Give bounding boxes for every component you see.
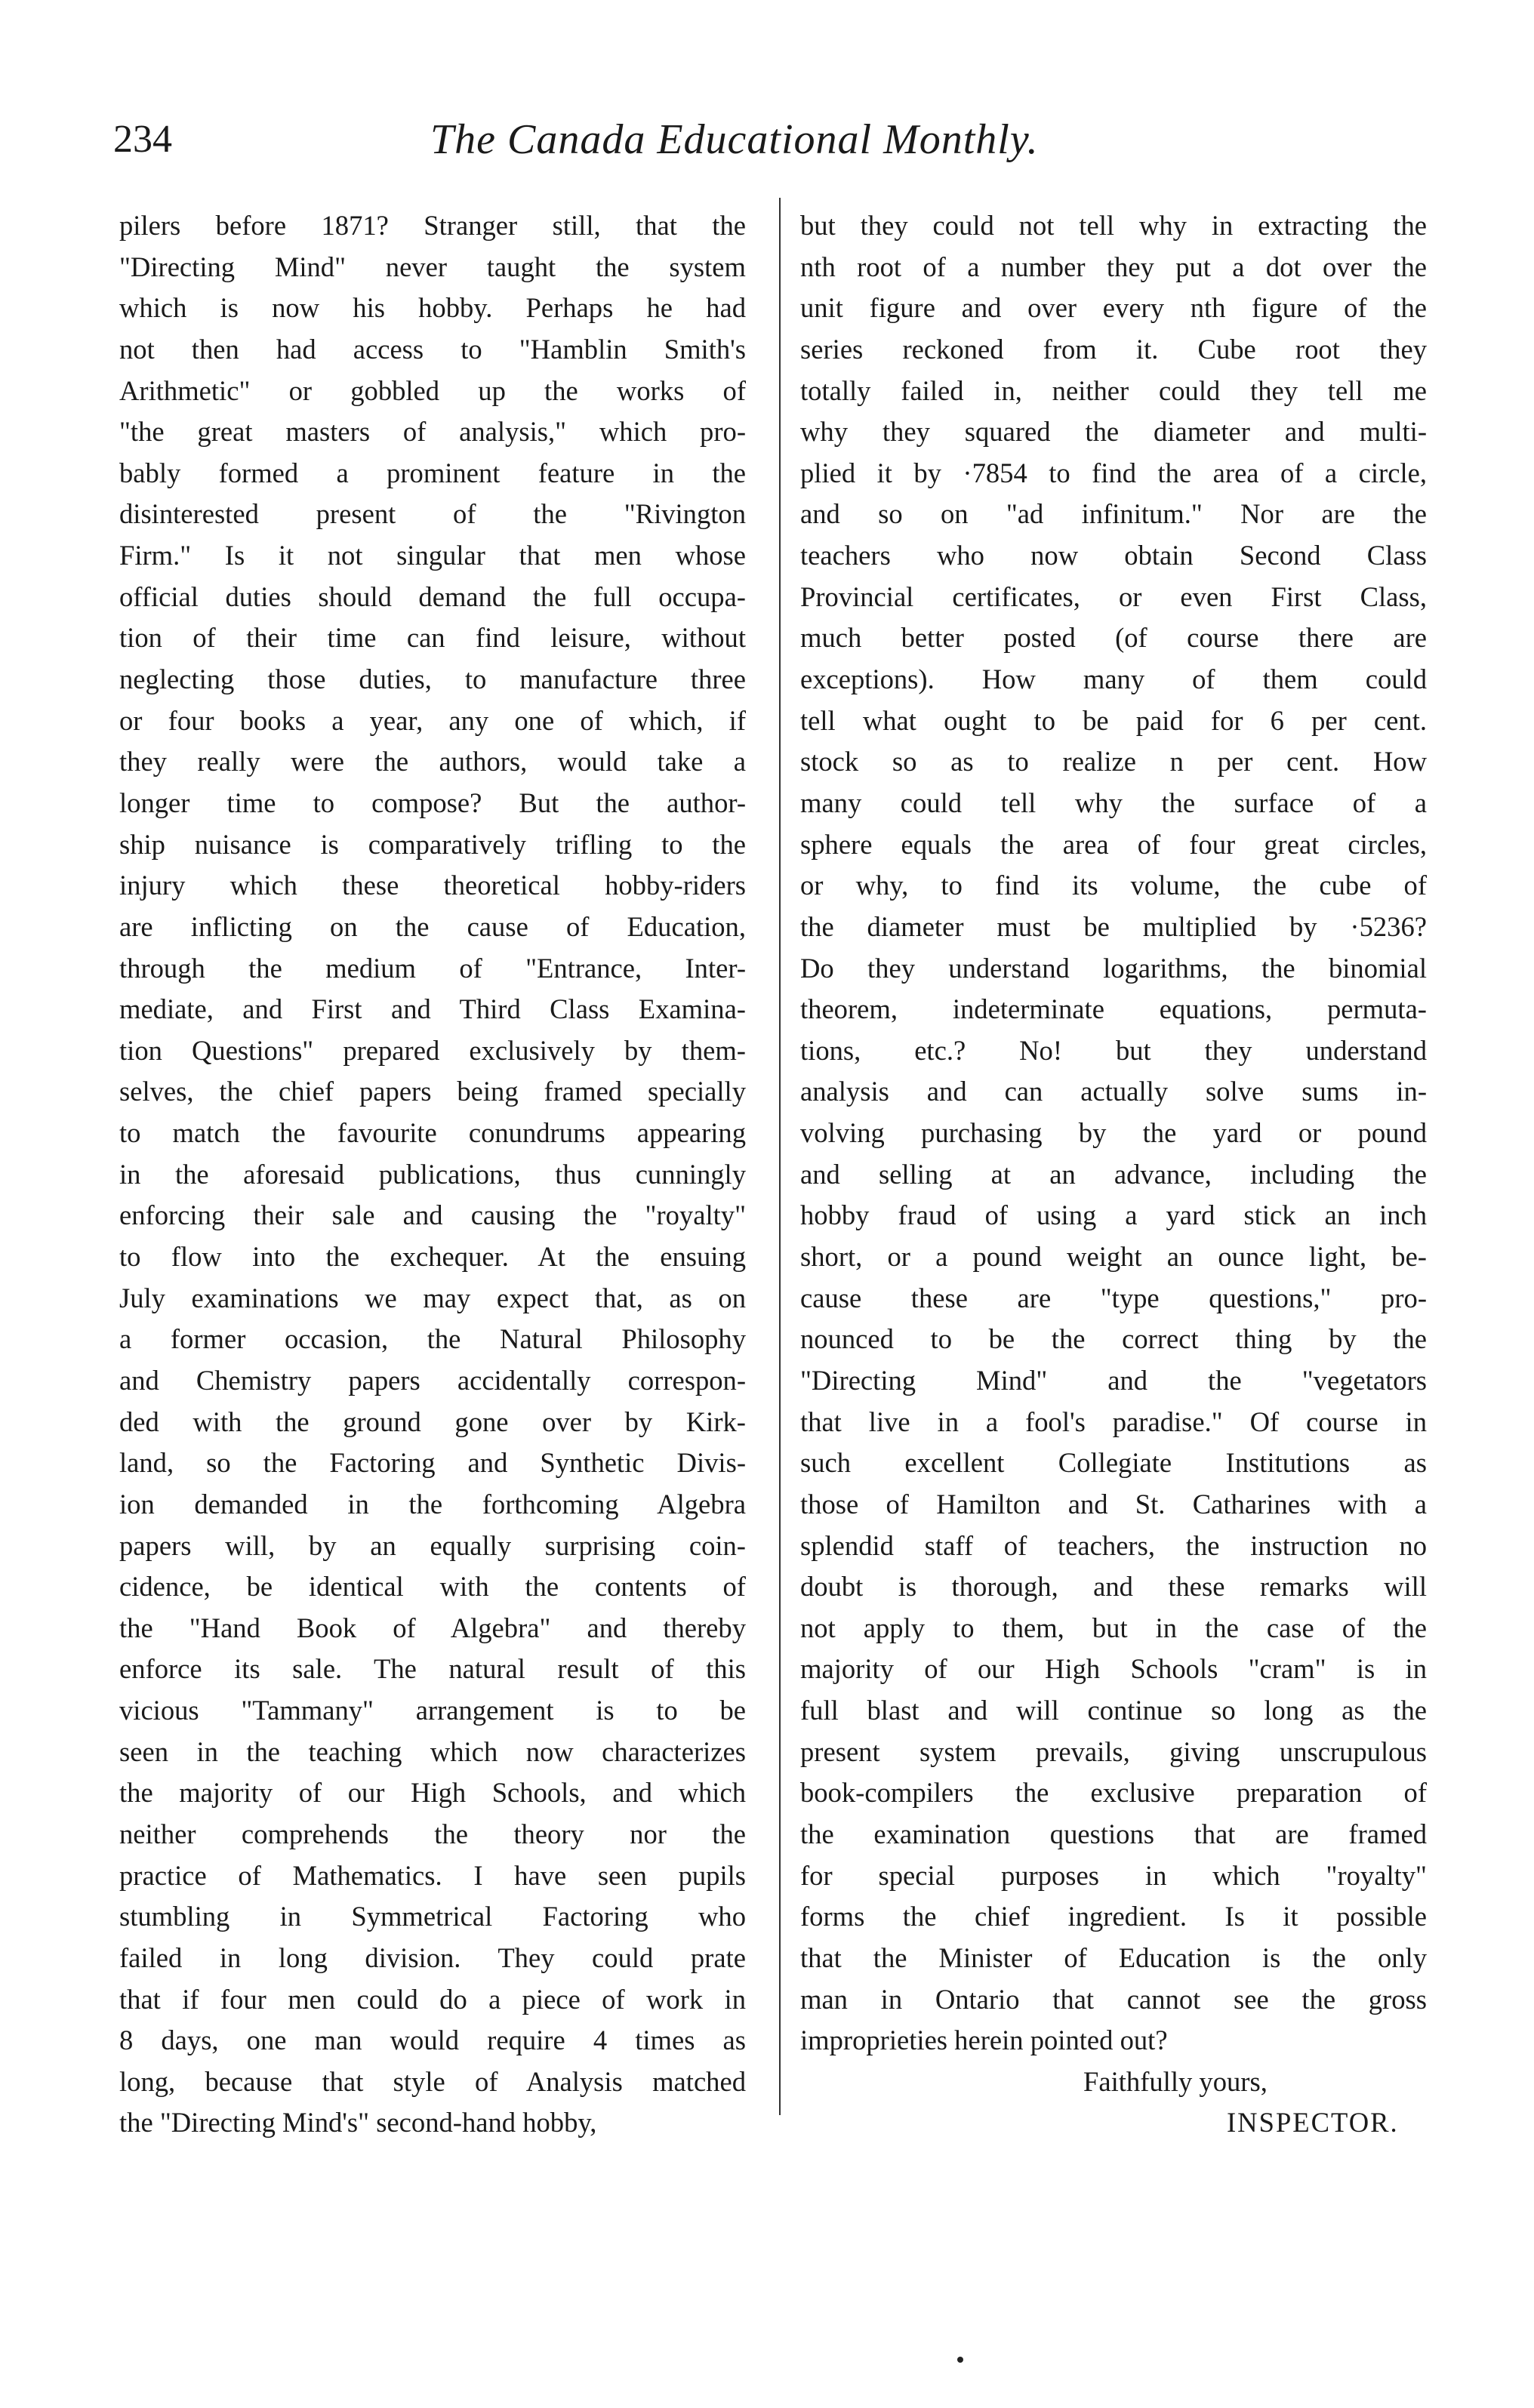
text-line: to flow into the exchequer. At the ensuing xyxy=(119,1241,746,1273)
text-line: long, because that style of Analysis matched xyxy=(119,2065,746,2097)
text-line: tion of their time can find leisure, without xyxy=(119,622,746,654)
text-line: the "Directing Mind's" second-hand hobby, xyxy=(119,2107,597,2139)
text-line: that live in a fool's paradise." Of course in xyxy=(800,1406,1427,1437)
text-line: that the Minister of Education is the only xyxy=(800,1941,1427,1973)
text-line: enforce its sale. The natural result of this xyxy=(119,1653,746,1685)
column-divider xyxy=(779,198,781,2115)
text-line: neither comprehends the theory nor the xyxy=(119,1818,746,1849)
text-line: ion demanded in the forthcoming Algebra xyxy=(119,1488,746,1520)
text-line: the "Hand Book of Algebra" and thereby xyxy=(119,1612,746,1643)
text-line: official duties should demand the full occupa- xyxy=(119,580,746,612)
text-line: are inflicting on the cause of Education, xyxy=(119,910,746,942)
text-line: pilers before 1871? Stranger still, that the xyxy=(119,210,746,241)
text-line: why they squared the diameter and multi- xyxy=(800,416,1427,448)
text-line: cidence, be identical with the contents of xyxy=(119,1571,746,1603)
text-line: seen in the teaching which now characterizes xyxy=(119,1735,746,1767)
text-line: a former occasion, the Natural Philosophy xyxy=(119,1323,746,1355)
text-line: the majority of our High Schools, and which xyxy=(119,1777,746,1809)
text-line: which is now his hobby. Perhaps he had xyxy=(119,292,746,324)
text-line: or four books a year, any one of which, if xyxy=(119,704,746,736)
text-line: tions, etc.? No! but they understand xyxy=(800,1034,1427,1066)
text-line: nth root of a number they put a dot over the xyxy=(800,251,1427,282)
text-line: present system prevails, giving unscrupulous xyxy=(800,1735,1427,1767)
text-line: totally failed in, neither could they tell me xyxy=(800,374,1427,406)
text-line: many could tell why the surface of a xyxy=(800,787,1427,818)
left-column xyxy=(119,205,746,2144)
text-line: full blast and will continue so long as the xyxy=(800,1695,1427,1726)
text-line: cause these are "type questions," pro- xyxy=(800,1282,1427,1313)
text-line: stock so as to realize n per cent. How xyxy=(800,746,1427,778)
text-line: ded with the ground gone over by Kirk- xyxy=(119,1406,746,1437)
text-line: man in Ontario that cannot see the gross xyxy=(800,1983,1427,2015)
text-line: exceptions). How many of them could xyxy=(800,664,1427,695)
signature: INSPECTOR. xyxy=(1227,2107,1399,2139)
text-line: nounced to be the correct thing by the xyxy=(800,1323,1427,1355)
page-number: 234 xyxy=(113,118,172,161)
text-line: mediate, and First and Third Class Examina- xyxy=(119,993,746,1025)
footer-dot xyxy=(957,2357,963,2363)
text-line: hobby fraud of using a yard stick an inch xyxy=(800,1199,1427,1231)
right-column xyxy=(800,205,1427,2144)
text-line: failed in long division. They could prate xyxy=(119,1941,746,1973)
text-line: selves, the chief papers being framed specially xyxy=(119,1076,746,1107)
text-line: Arithmetic" or gobbled up the works of xyxy=(119,374,746,406)
text-line: Do they understand logarithms, the binomial xyxy=(800,952,1427,984)
text-line: bably formed a prominent feature in the xyxy=(119,457,746,488)
text-line: longer time to compose? But the author- xyxy=(119,787,746,818)
text-line: in the aforesaid publications, thus cunningly xyxy=(119,1158,746,1190)
page-header xyxy=(113,113,1412,181)
text-line: "Directing Mind" never taught the system xyxy=(119,251,746,282)
text-line: such excellent Collegiate Institutions as xyxy=(800,1447,1427,1479)
text-line: the examination questions that are framed xyxy=(800,1818,1427,1849)
text-line: and selling at an advance, including the xyxy=(800,1158,1427,1190)
text-line: and so on "ad infinitum." Nor are the xyxy=(800,498,1427,530)
text-line: analysis and can actually solve sums in- xyxy=(800,1076,1427,1107)
text-line: through the medium of "Entrance, Inter- xyxy=(119,952,746,984)
text-line: land, so the Factoring and Synthetic Divis- xyxy=(119,1447,746,1479)
text-line: "Directing Mind" and the "vegetators xyxy=(800,1364,1427,1396)
text-line: papers will, by an equally surprising coin- xyxy=(119,1529,746,1561)
text-line: practice of Mathematics. I have seen pupils xyxy=(119,1859,746,1891)
text-line: unit figure and over every nth figure of the xyxy=(800,292,1427,324)
text-line: enforcing their sale and causing the "royalty" xyxy=(119,1199,746,1231)
text-line: neglecting those duties, to manufacture three xyxy=(119,664,746,695)
text-line: book-compilers the exclusive preparation of xyxy=(800,1777,1427,1809)
running-title: The Canada Educational Monthly. xyxy=(430,116,1039,163)
text-line: splendid staff of teachers, the instruction no xyxy=(800,1529,1427,1561)
text-line: vicious "Tammany" arrangement is to be xyxy=(119,1695,746,1726)
text-line: and Chemistry papers accidentally correspon- xyxy=(119,1364,746,1396)
text-line: "the great masters of analysis," which pro- xyxy=(119,416,746,448)
text-line: tell what ought to be paid for 6 per cent. xyxy=(800,704,1427,736)
text-line: short, or a pound weight an ounce light, be- xyxy=(800,1241,1427,1273)
text-line: ship nuisance is comparatively trifling to the xyxy=(119,828,746,860)
valediction: Faithfully yours, xyxy=(1083,2065,1268,2097)
text-line: doubt is thorough, and these remarks will xyxy=(800,1571,1427,1603)
text-line: or why, to find its volume, the cube of xyxy=(800,870,1427,901)
right-column-text xyxy=(800,205,1427,2062)
text-line: forms the chief ingredient. Is it possible xyxy=(800,1901,1427,1932)
text-line: not then had access to "Hamblin Smith's xyxy=(119,333,746,365)
text-line: volving purchasing by the yard or pound xyxy=(800,1117,1427,1149)
text-line: much better posted (of course there are xyxy=(800,622,1427,654)
text-line: disinterested present of the "Rivington xyxy=(119,498,746,530)
text-line: 8 days, one man would require 4 times as xyxy=(119,2025,746,2056)
text-line: stumbling in Symmetrical Factoring who xyxy=(119,1901,746,1932)
text-line: Provincial certificates, or even First Class, xyxy=(800,580,1427,612)
text-line: Firm." Is it not singular that men whose xyxy=(119,540,746,571)
text-line: series reckoned from it. Cube root they xyxy=(800,333,1427,365)
text-line: sphere equals the area of four great circles, xyxy=(800,828,1427,860)
text-line: the diameter must be multiplied by ·5236? xyxy=(800,910,1427,942)
text-line: for special purposes in which "royalty" xyxy=(800,1859,1427,1891)
text-line: July examinations we may expect that, as on xyxy=(119,1282,746,1313)
text-line: teachers who now obtain Second Class xyxy=(800,540,1427,571)
text-line: tion Questions" prepared exclusively by them- xyxy=(119,1034,746,1066)
text-line: that if four men could do a piece of work in xyxy=(119,1983,746,2015)
text-line: plied it by ·7854 to find the area of a circle, xyxy=(800,457,1427,488)
text-line: but they could not tell why in extracting the xyxy=(800,210,1427,241)
text-line: majority of our High Schools "cram" is in xyxy=(800,1653,1427,1685)
text-line: theorem, indeterminate equations, permuta- xyxy=(800,993,1427,1025)
text-line: they really were the authors, would take a xyxy=(119,746,746,778)
text-line: improprieties herein pointed out? xyxy=(800,2025,1168,2056)
text-line: to match the favourite conundrums appearing xyxy=(119,1117,746,1149)
text-line: those of Hamilton and St. Catharines with a xyxy=(800,1488,1427,1520)
text-line: injury which these theoretical hobby-riders xyxy=(119,870,746,901)
text-line: not apply to them, but in the case of the xyxy=(800,1612,1427,1643)
